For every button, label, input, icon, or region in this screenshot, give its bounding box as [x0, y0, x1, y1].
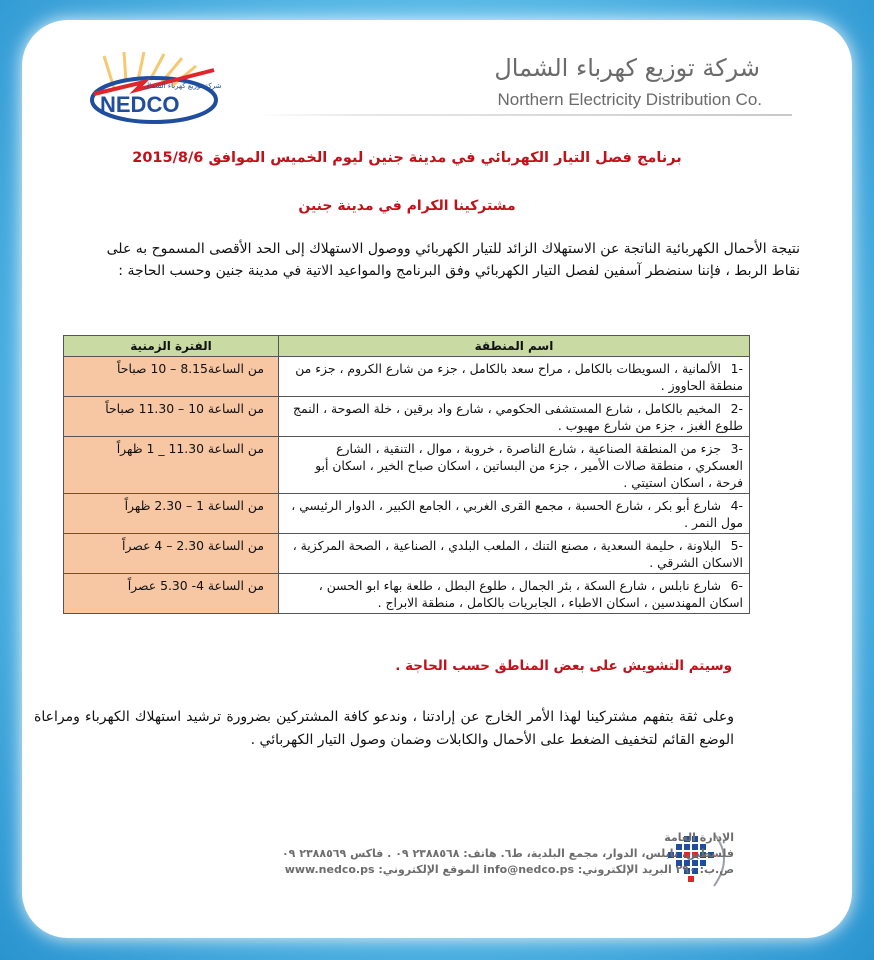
area-cell: [279, 357, 750, 397]
footer-website[interactable]: الموقع الإلكتروني: www.nedco.ps: [284, 863, 480, 876]
table-row: [64, 437, 750, 494]
footer-department: الإدارة العامة: [664, 831, 734, 844]
time-cell: من الساعة 11.30 _ 1 ظهراً: [64, 437, 279, 494]
time-cell: من الساعة 10 – 11.30 صباحاً: [64, 397, 279, 437]
logo-text: NEDCO: [100, 92, 180, 117]
area-text: شارع نابلس ، شارع السكة ، بئر الجمال ، طلوع البطل ، طلعة بهاء ابو الحسن ، اسكان المهندسين ، اسكان الاطباء ، الجابريات بالكامل ، منطقة الابراج .: [318, 578, 743, 610]
row-number: -5: [730, 538, 743, 553]
header-divider: [252, 114, 792, 116]
closing-paragraph: وعلى ثقة بتفهم مشتركينا لهذا الأمر الخارج عن إرادتنا ، وندعو كافة المشتركين بضرورة ترشيد استهلاك الكهرباء ومراعاة الوضع القائم لتخفيف الضغط على الأحمال والكابلات وضمان وصول التيار الكهربائي .: [34, 709, 734, 748]
footer-pobox-email: [214, 862, 734, 878]
time-cell: من الساعة 1 – 2.30 ظهراً: [64, 494, 279, 534]
company-name-english: Northern Electricity Distribution Co.: [497, 90, 762, 109]
company-name-arabic: شركة توزيع كهرباء الشمال: [494, 54, 760, 82]
note-text: وسيتم التشويش على بعض المناطق حسب الحاجة .: [395, 658, 732, 674]
footer-address: فلسطين، نابلس، الدوار، مجمع البلدية، ط٦. هاتف: ٢٣٨٨٥٦٨ ٠٩ . فاكس ٢٣٨٨٥٦٩ ٠٩: [281, 847, 734, 860]
time-cell: من الساعة 4- 5.30 عصراً: [64, 574, 279, 614]
intro-paragraph: نتيجة الأحمال الكهربائية الناتجة عن الاستهلاك الزائد للتيار الكهربائي ووصول الاستهلاك إلى الحد الأقصى المسموح به على نقاط الربط ، فإننا سنضطر آسفين لفصل التيار الكهربائي وفق البرنامج والمواعيد الاتية في مدينة جنين وحسب الحاجة :: [106, 241, 800, 279]
logo-caption: شركة توزيع كهرباء الشمال: [144, 82, 222, 90]
area-text: الألمانية ، السويطات بالكامل ، مراح سعد بالكامل ، جزء من شارع الكروم ، جزء من منطقة الحاووز .: [295, 361, 743, 393]
announcement-page: [22, 20, 852, 938]
row-number: -6: [730, 578, 743, 593]
area-cell: [279, 574, 750, 614]
row-number: -2: [730, 401, 743, 416]
table-row: [64, 574, 750, 614]
table-row: [64, 357, 750, 397]
area-text: جزء من المنطقة الصناعية ، شارع الناصرة ، خروبة ، موال ، التنقية ، الشارع العسكري ، منطقة صالات الأمير ، جزء من البساتين ، اسكان صباح الخير ، اسكان أبو فرحة ، اسكان استيتي .: [315, 441, 743, 490]
footer-pobox: ص.ب: ٢٩٠ البريد الإلكتروني: info@nedco.ps: [483, 863, 734, 876]
header-time: الفترة الزمنية: [64, 336, 279, 357]
row-number: -4: [730, 498, 743, 513]
table-row: [64, 494, 750, 534]
area-cell: [279, 437, 750, 494]
footer-contact: [214, 830, 734, 878]
row-number: -1: [730, 361, 743, 376]
header-area: اسم المنطقة: [279, 336, 750, 357]
outage-schedule-table: [63, 335, 750, 614]
announcement-title: برنامج فصل التيار الكهربائي في مدينة جنين ليوم الخميس الموافق 2015/8/6: [132, 150, 682, 166]
area-cell: [279, 534, 750, 574]
area-text: شارع أبو بكر ، شارع الحسبة ، مجمع القرى الغربي ، الجامع الكبير ، الدوار الرئيسي ، مول النمر .: [291, 498, 743, 530]
row-number: -3: [730, 441, 743, 456]
nedco-logo: [74, 48, 244, 128]
table-row: [64, 397, 750, 437]
table-row: [64, 534, 750, 574]
area-text: المخيم بالكامل ، شارع المستشفى الحكومي ، شارع واد برقين ، خلة الصوحة ، النمج طلوع الغبز ، جزء من شارع مهيوب .: [293, 401, 743, 433]
area-cell: [279, 494, 750, 534]
time-cell: من الساعة 2.30 – 4 عصراً: [64, 534, 279, 574]
announcement-subtitle: مشتركينا الكرام في مدينة جنين: [298, 198, 516, 214]
area-cell: [279, 397, 750, 437]
area-text: البلاونة ، حليمة السعدية ، مصنع التنك ، الملعب البلدي ، الصناعية ، الصحة المركزية ، الاسكان الشرقي .: [292, 538, 743, 570]
time-cell: من الساعة8.15 – 10 صباحاً: [64, 357, 279, 397]
table-header-row: [64, 336, 750, 357]
